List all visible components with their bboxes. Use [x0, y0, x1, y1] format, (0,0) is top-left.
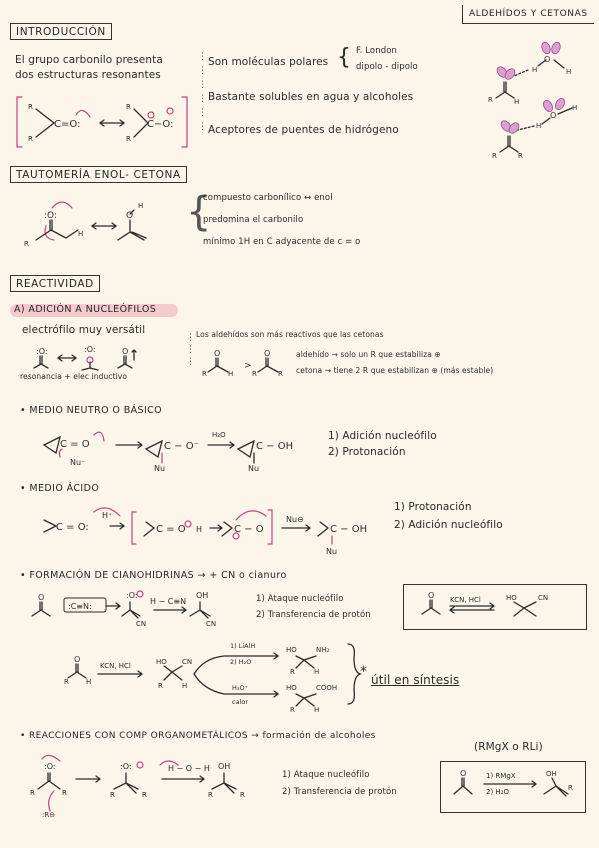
- tautomeria-line2: predomina el carbonilo: [203, 215, 304, 225]
- svg-text:Nu⊖: Nu⊖: [286, 515, 304, 524]
- tautomeria-title: TAUTOMERÍA ENOL- CETONA: [10, 166, 187, 183]
- svg-text:H: H: [314, 668, 320, 676]
- util-asterisk: *: [360, 664, 368, 680]
- svg-text:1) LiAlH: 1) LiAlH: [230, 642, 256, 650]
- svg-text:HO: HO: [286, 684, 297, 692]
- svg-text:C = O:: C = O:: [56, 522, 89, 533]
- cianohidrinas-step1: 1) Ataque nucleófilo: [256, 594, 344, 604]
- svg-text:CN: CN: [182, 658, 193, 666]
- svg-text:O: O: [264, 349, 271, 358]
- cianohidrinas-summary-diagram: [410, 588, 580, 628]
- svg-text:Nu: Nu: [154, 464, 166, 473]
- rmgx-label: (RMgX o RLi): [474, 741, 543, 753]
- medio-neutro-diagram: [38, 423, 338, 473]
- svg-text::O:: :O:: [44, 211, 57, 221]
- svg-text:H: H: [138, 202, 144, 210]
- medio-neutro-step1: 1) Adición nucleófilo: [328, 430, 437, 442]
- svg-text:H: H: [532, 66, 538, 74]
- svg-text:CN: CN: [206, 620, 217, 628]
- svg-text:O: O: [122, 347, 129, 356]
- svg-text:O: O: [544, 55, 551, 64]
- svg-text:R: R: [158, 682, 163, 690]
- svg-text:Nu: Nu: [326, 547, 338, 556]
- svg-text:O: O: [38, 593, 45, 602]
- svg-text:H₃O⁺: H₃O⁺: [232, 684, 249, 692]
- svg-text:HO: HO: [156, 658, 167, 666]
- cianohidrinas-step2: 2) Transferencia de protón: [256, 610, 371, 620]
- organometalicos-mechanism: [28, 755, 278, 825]
- svg-text:O: O: [74, 655, 81, 664]
- svg-text:C − OH: C − OH: [256, 441, 294, 452]
- svg-text:H: H: [536, 122, 542, 130]
- util-sintesis: útil en síntesis: [371, 673, 460, 687]
- svg-text:H: H: [86, 678, 92, 686]
- svg-text::O:: :O:: [44, 762, 56, 771]
- svg-text:>: >: [244, 361, 252, 371]
- svg-text:H₂O: H₂O: [212, 431, 226, 439]
- svg-text:HO: HO: [286, 646, 297, 654]
- svg-text:KCN, HCl: KCN, HCl: [100, 662, 131, 670]
- reactividad-note: Los aldehídos son más reactivos que las cetonas: [196, 330, 384, 339]
- intro-resonance-diagram: [14, 95, 204, 155]
- svg-text:H: H: [228, 370, 234, 378]
- intro-prop2: Bastante solubles en agua y alcoholes: [208, 91, 414, 103]
- medio-acido-step1: 1) Protonación: [394, 501, 472, 513]
- svg-text::O:: :O:: [120, 762, 132, 771]
- svg-text:R: R: [30, 789, 35, 797]
- intro-prop1-b: dipolo - dipolo: [356, 62, 418, 72]
- svg-text:R: R: [126, 135, 131, 143]
- svg-text:R: R: [208, 791, 213, 799]
- intro-prop1: Son moléculas polares: [208, 56, 329, 68]
- electrofilo-text: electrófilo muy versátil: [22, 324, 146, 336]
- subsection-a-title: A) ADICIÓN A NUCLEÓFILOS: [14, 304, 157, 315]
- svg-text:NH₂: NH₂: [316, 646, 330, 654]
- cianohidrinas-title: • FORMACIÓN DE CIANOHIDRINAS → + CN o cianuro: [20, 570, 287, 581]
- svg-text:R: R: [142, 791, 147, 799]
- svg-text:R: R: [24, 240, 29, 248]
- intro-text-line1: El grupo carbonilo presenta: [15, 54, 163, 66]
- svg-text:C − OH: C − OH: [330, 524, 368, 535]
- medio-neutro-title: • MEDIO NEUTRO O BÁSICO: [20, 405, 163, 416]
- svg-text:H: H: [196, 525, 203, 534]
- svg-text:H: H: [566, 68, 572, 76]
- cianohidrinas-mechanism: [30, 588, 260, 638]
- organometalicos-summary-diagram: [446, 764, 586, 808]
- tautomeria-line3: mínimo 1H en C adyacente de c = o: [203, 237, 361, 247]
- intro-text-line2: dos estructuras resonantes: [15, 69, 161, 81]
- tautomeria-diagram: [22, 196, 192, 256]
- svg-text:C=O:: C=O:: [54, 119, 81, 130]
- svg-text::O:: :O:: [126, 591, 138, 600]
- organometalicos-step1: 1) Ataque nucleófilo: [282, 770, 370, 780]
- svg-text:R: R: [202, 370, 207, 378]
- medio-acido-title: • MEDIO ÁCIDO: [20, 483, 100, 494]
- svg-text:R: R: [252, 370, 257, 378]
- electrofilo-diagram: [30, 342, 170, 372]
- svg-text:H: H: [314, 706, 320, 714]
- svg-text:2) H₂O: 2) H₂O: [486, 788, 509, 796]
- reactividad-divider: ⋮ ⋮ ⋮: [186, 333, 196, 367]
- svg-text:O: O: [460, 769, 467, 778]
- svg-text:H⁺: H⁺: [102, 511, 113, 520]
- organometalicos-title: • REACCIONES CON COMP ORGANOMETÁLICOS → formación de alcoholes: [20, 731, 376, 741]
- svg-text:calor: calor: [232, 698, 249, 706]
- intro-title: INTRODUCCIÓN: [10, 23, 112, 40]
- svg-text:HO: HO: [506, 594, 517, 602]
- svg-text:OH: OH: [546, 770, 557, 778]
- svg-text::R⊖: :R⊖: [42, 811, 56, 819]
- svg-text:Nu⁻: Nu⁻: [70, 458, 86, 467]
- svg-text:R: R: [518, 152, 523, 160]
- intro-hbond-diagram: [486, 38, 596, 163]
- svg-text:H: H: [572, 104, 578, 112]
- medio-acido-diagram: [40, 502, 400, 560]
- svg-text::O:: :O:: [84, 345, 96, 354]
- tautomeria-line1: compuesto carbonílico ↔ enol: [203, 193, 333, 203]
- svg-text:C = O: C = O: [156, 524, 186, 535]
- svg-text:R: R: [568, 784, 573, 792]
- svg-text:2) H₂O: 2) H₂O: [230, 658, 252, 666]
- svg-text::O:: :O:: [36, 347, 48, 356]
- medio-neutro-step2: 2) Protonación: [328, 446, 406, 458]
- organometalicos-step2: 2) Transferencia de protón: [282, 787, 397, 797]
- tautomeria-brace: {: [186, 189, 212, 235]
- svg-text:R: R: [290, 706, 295, 714]
- svg-text:COOH: COOH: [316, 684, 338, 692]
- svg-text:H: H: [514, 98, 520, 106]
- svg-text:R: R: [488, 96, 493, 104]
- svg-text:R: R: [64, 678, 69, 686]
- svg-text:C−O:: C−O:: [147, 119, 174, 130]
- svg-text:O: O: [550, 111, 557, 120]
- svg-text:R: R: [290, 668, 295, 676]
- svg-text:R: R: [62, 789, 67, 797]
- svg-text:R: R: [110, 791, 115, 799]
- intro-prop1-a: F. London: [356, 46, 397, 56]
- svg-text:R: R: [240, 791, 245, 799]
- svg-text:C = O: C = O: [60, 439, 90, 450]
- svg-text:R: R: [492, 152, 497, 160]
- aldehido-note: aldehído → solo un R que estabiliza ⊕: [296, 350, 441, 359]
- svg-text:O: O: [428, 591, 435, 600]
- resonancia-text: resonancia + elec inductivo: [20, 372, 128, 381]
- cianohidrinas-synthesis-diagram: [64, 638, 374, 718]
- svg-text:OH: OH: [218, 762, 231, 771]
- svg-text:H − O − H: H − O − H: [168, 764, 210, 773]
- intro-prop1-brace: {: [337, 45, 352, 70]
- svg-text:H: H: [78, 230, 84, 238]
- svg-text:Nu: Nu: [248, 464, 260, 473]
- svg-text:C − O⁻: C − O⁻: [164, 441, 199, 452]
- svg-text:H − C≡N: H − C≡N: [150, 597, 187, 606]
- reactividad-title: REACTIVIDAD: [10, 275, 100, 292]
- medio-acido-step2: 2) Adición nucleófilo: [394, 519, 503, 531]
- aldehido-cetona-diagram: [200, 348, 290, 378]
- svg-text:C − O: C − O: [234, 524, 264, 535]
- intro-prop3: Aceptores de puentes de hidrógeno: [208, 124, 399, 136]
- svg-text:KCN, HCl: KCN, HCl: [450, 596, 481, 604]
- svg-text:R: R: [28, 103, 33, 111]
- svg-text:O: O: [126, 211, 134, 221]
- svg-text:R: R: [126, 103, 131, 111]
- cetona-note: cetona → tiene 2 R que estabilizan ⊕ (más estable): [296, 366, 494, 375]
- svg-text:R: R: [278, 370, 283, 378]
- svg-text:R: R: [28, 135, 33, 143]
- page-corner-title: ALDEHÍDOS Y CETONAS: [462, 5, 594, 24]
- svg-text:H: H: [182, 682, 188, 690]
- intro-divider: ⋮ ⋮ ⋮ ⋮ ⋮ ⋮: [198, 52, 208, 132]
- svg-text:O: O: [214, 349, 221, 358]
- svg-text:1) RMgX: 1) RMgX: [486, 772, 516, 780]
- svg-text::C≡N:: :C≡N:: [68, 602, 92, 611]
- svg-text:OH: OH: [196, 591, 209, 600]
- svg-text:CN: CN: [136, 620, 147, 628]
- svg-text:CN: CN: [538, 594, 549, 602]
